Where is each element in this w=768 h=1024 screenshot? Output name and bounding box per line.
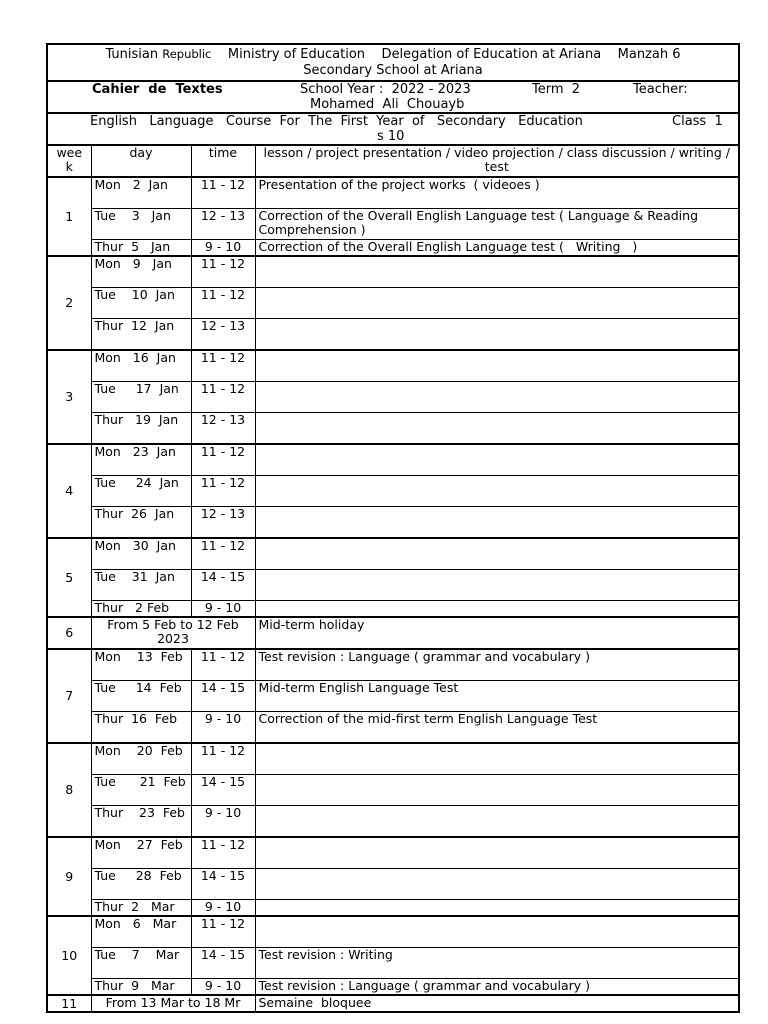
table-row (47, 538, 739, 570)
header-republic: Republic (162, 47, 212, 61)
lesson-cell: Presentation of the project works ( videoes ) (255, 177, 739, 209)
lesson-cell (255, 900, 739, 917)
table-row (47, 649, 739, 681)
table-row (47, 209, 739, 240)
week-number-cell: 8 (47, 743, 91, 837)
table-row (47, 570, 739, 601)
header-institution (46, 43, 740, 80)
table-row (47, 288, 739, 319)
table-row (47, 775, 739, 806)
time-cell: 11 - 12 (191, 837, 255, 869)
cahier-title: Cahier de Textes (92, 82, 223, 97)
day-cell: Mon 20 Feb (91, 743, 191, 775)
day-cell: Tue 7 Mar (91, 948, 191, 979)
time-cell: 14 - 15 (191, 869, 255, 900)
day-cell: Thur 19 Jan (91, 413, 191, 445)
lesson-cell (255, 806, 739, 838)
class-suffix: s 10 (377, 129, 405, 144)
table-row (47, 712, 739, 744)
time-cell: 11 - 12 (191, 177, 255, 209)
week-number-cell: 2 (47, 256, 91, 350)
schedule-body (47, 177, 739, 1012)
header-ministry: Ministry of Education Delegation of Education at Ariana Manzah 6 (211, 47, 681, 62)
time-cell: 11 - 12 (191, 743, 255, 775)
table-row (47, 476, 739, 507)
day-cell: Thur 23 Feb (91, 806, 191, 838)
teacher-name: Mohamed Ali Chouayb (310, 97, 465, 112)
time-cell: 11 - 12 (191, 649, 255, 681)
week-number-cell: 5 (47, 538, 91, 617)
date-range-cell: From 5 Feb to 12 Feb 2023 (91, 617, 255, 649)
term: Term 2 (532, 82, 581, 97)
table-row (47, 869, 739, 900)
lesson-cell: Test revision : Language ( grammar and vocabulary ) (255, 979, 739, 996)
lesson-cell (255, 601, 739, 618)
time-cell: 12 - 13 (191, 319, 255, 351)
header-country: Tunisian (105, 47, 163, 62)
lesson-cell (255, 869, 739, 900)
day-cell: Thur 2 Mar (91, 900, 191, 917)
time-cell: 9 - 10 (191, 900, 255, 917)
week-number-cell: 10 (47, 916, 91, 995)
day-cell: Tue 14 Feb (91, 681, 191, 712)
week-number-cell: 7 (47, 649, 91, 743)
table-row (47, 743, 739, 775)
table-row (47, 319, 739, 351)
lesson-cell (255, 916, 739, 948)
table-row (47, 240, 739, 257)
table-row (47, 256, 739, 288)
week-number-cell: 9 (47, 837, 91, 916)
day-cell: Tue 10 Jan (91, 288, 191, 319)
lesson-cell (255, 743, 739, 775)
day-cell: Mon 27 Feb (91, 837, 191, 869)
week-number-cell: 4 (47, 444, 91, 538)
week-number-cell: 1 (47, 177, 91, 256)
time-cell: 9 - 10 (191, 806, 255, 838)
week-number-cell: 6 (47, 617, 91, 649)
date-range-cell: From 13 Mar to 18 Mr (91, 995, 255, 1012)
day-cell: Mon 23 Jan (91, 444, 191, 476)
time-cell: 9 - 10 (191, 979, 255, 996)
table-row (47, 601, 739, 618)
day-cell: Mon 13 Feb (91, 649, 191, 681)
table-row (47, 995, 739, 1012)
week-number-cell: 3 (47, 350, 91, 444)
table-row (47, 837, 739, 869)
table-row (47, 979, 739, 996)
lesson-cell: Test revision : Language ( grammar and vocabulary ) (255, 649, 739, 681)
time-cell: 12 - 13 (191, 507, 255, 539)
header-course-row (46, 112, 740, 144)
time-cell: 9 - 10 (191, 712, 255, 744)
col-header-week: wee k (47, 145, 91, 177)
lesson-cell (255, 444, 739, 476)
time-cell: 11 - 12 (191, 350, 255, 382)
day-cell: Mon 2 Jan (91, 177, 191, 209)
institution-line (48, 46, 738, 63)
lesson-cell (255, 350, 739, 382)
lesson-cell (255, 413, 739, 445)
day-cell: Tue 31 Jan (91, 570, 191, 601)
header-cahier-row (46, 80, 740, 112)
lesson-cell (255, 256, 739, 288)
time-cell: 14 - 15 (191, 570, 255, 601)
time-cell: 11 - 12 (191, 916, 255, 948)
time-cell: 14 - 15 (191, 775, 255, 806)
table-header-row (47, 145, 739, 177)
day-cell: Tue 21 Feb (91, 775, 191, 806)
lesson-cell: Correction of the Overall English Language test ( Language & Reading Comprehension ) (255, 209, 739, 240)
table-row (47, 413, 739, 445)
day-cell: Tue 3 Jan (91, 209, 191, 240)
table-row (47, 350, 739, 382)
lesson-cell: Semaine bloquee (255, 995, 739, 1012)
time-cell: 14 - 15 (191, 948, 255, 979)
day-cell: Mon 6 Mar (91, 916, 191, 948)
lesson-cell (255, 319, 739, 351)
time-cell: 11 - 12 (191, 256, 255, 288)
table-row (47, 177, 739, 209)
day-cell: Thur 2 Feb (91, 601, 191, 618)
time-cell: 9 - 10 (191, 601, 255, 618)
lesson-cell: Mid-term holiday (255, 617, 739, 649)
lesson-cell: Correction of the mid-first term English Language Test (255, 712, 739, 744)
lesson-cell (255, 570, 739, 601)
lesson-cell (255, 507, 739, 539)
time-cell: 11 - 12 (191, 538, 255, 570)
col-header-day: day (91, 145, 191, 177)
table-row (47, 900, 739, 917)
lesson-cell (255, 288, 739, 319)
day-cell: Thur 26 Jan (91, 507, 191, 539)
time-cell: 11 - 12 (191, 476, 255, 507)
day-cell: Thur 9 Mar (91, 979, 191, 996)
col-header-lesson: lesson / project presentation / video projection / class discussion / writing / test (255, 145, 739, 177)
table-row (47, 382, 739, 413)
day-cell: Mon 9 Jan (91, 256, 191, 288)
teacher-label: Teacher: (633, 82, 688, 97)
table-row (47, 948, 739, 979)
table-row (47, 916, 739, 948)
school-year: School Year : 2022 - 2023 (300, 82, 471, 97)
day-cell: Thur 16 Feb (91, 712, 191, 744)
day-cell: Tue 28 Feb (91, 869, 191, 900)
table-row (47, 681, 739, 712)
time-cell: 11 - 12 (191, 288, 255, 319)
time-cell: 11 - 12 (191, 444, 255, 476)
time-cell: 12 - 13 (191, 209, 255, 240)
day-cell: Thur 12 Jan (91, 319, 191, 351)
day-cell: Tue 17 Jan (91, 382, 191, 413)
lesson-cell (255, 538, 739, 570)
time-cell: 9 - 10 (191, 240, 255, 257)
lesson-cell (255, 382, 739, 413)
day-cell: Mon 16 Jan (91, 350, 191, 382)
table-row (47, 617, 739, 649)
time-cell: 12 - 13 (191, 413, 255, 445)
lesson-cell (255, 476, 739, 507)
document-page (46, 43, 740, 1013)
week-number-cell: 11 (47, 995, 91, 1012)
course-title: English Language Course For The First Year of Secondary Education (90, 114, 583, 129)
lesson-cell: Mid-term English Language Test (255, 681, 739, 712)
day-cell: Mon 30 Jan (91, 538, 191, 570)
table-row (47, 444, 739, 476)
lesson-cell: Test revision : Writing (255, 948, 739, 979)
day-cell: Tue 24 Jan (91, 476, 191, 507)
day-cell: Thur 5 Jan (91, 240, 191, 257)
schedule-table (46, 144, 740, 1013)
time-cell: 11 - 12 (191, 382, 255, 413)
table-row (47, 806, 739, 838)
school-name: Secondary School at Ariana (303, 63, 483, 78)
time-cell: 14 - 15 (191, 681, 255, 712)
lesson-cell (255, 775, 739, 806)
class-label: Class 1 (672, 114, 723, 129)
lesson-cell (255, 837, 739, 869)
table-row (47, 507, 739, 539)
lesson-cell: Correction of the Overall English Language test ( Writing ) (255, 240, 739, 257)
col-header-time: time (191, 145, 255, 177)
